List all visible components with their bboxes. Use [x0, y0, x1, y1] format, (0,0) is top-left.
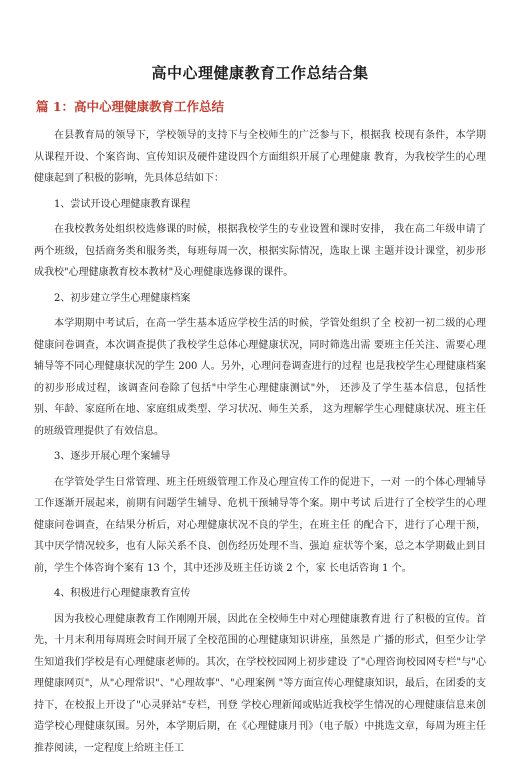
subsection-heading-2: 2、初步建立学生心理健康档案: [34, 288, 486, 310]
subsection-heading-4: 4、积极进行心理健康教育宣传: [34, 583, 486, 605]
document-title: 高中心理健康教育工作总结合集: [34, 62, 486, 83]
subsection-body-2: 本学期期中考试后，在高一学生基本适应学校生活的时候，学管处组织了全 校初一初二级的心理健康问卷调查，本次调查提供了我校学生总体心理健康状况，同时筛选出需 要班主任关注、需要心理辅导等不同心理健康状况的学生 200 人。另外，心理问卷调查进行的过程 也是我校学生心理健康档案的初步形成过程，该调查问卷除了包括"中学生心理健康测试"外， 还涉及了学生基本信息，包括性别、年龄、家庭所在地、家庭组成类型、学习状况、师生关系， 这为理解学生心理健康状况、班主任的班级管理提供了有效信息。: [34, 313, 486, 442]
subsection-heading-1: 1、尝试开设心理健康教育课程: [34, 194, 486, 216]
subsection-body-1: 在我校教务处组织校选修课的时候，根据我校学生的专业设置和课时安排， 我在高二年级申请了两个班级，包括商务类和服务类，每班每周一次，根据实际情况，选取上课 主题并设计课堂，初步形成我校"心理健康教育校本教材"及心理健康选修课的课件。: [34, 219, 486, 284]
section-heading: 篇 1：高中心理健康教育工作总结: [36, 97, 486, 115]
subsection-body-4: 因为我校心理健康教育工作刚刚开展，因此在全校师生中对心理健康教育进 行了积极的宣传。首先，十月末利用每周班会时间开展了全校范围的心理健康知识讲座，虽然是 广播的形式，但至少让学生知道我们学校是有心理健康老师的。其次，在学校校园网上初步建设 了"心理咨询校园网专栏"与"心理健康网页"，从"心理常识"、"心理故事"、"心理案例 "等方面宣传心理健康知识，最后，在团委的支持下，在校报上开设了"心灵驿站"专栏，刊登 学校心理新闻或贴近我校学生情况的心理健康信息来创造学校心理健康氛围。另外，本学期后期，在《心理健康月刊》（电子版）中挑选文章，每周为班主任推荐阅读，一定程度上给班主任工: [34, 609, 486, 759]
intro-paragraph: 在县教育局的领导下，学校领导的支持下与全校师生的广泛参与下，根据我 校现有条件，本学期从课程开设、个案咨询、宣传知识及硬件建设四个方面组织开展了心理健康 教育，为我校学生的心理健康起到了积极的影响，先具体总结如下：: [34, 125, 486, 190]
subsection-body-3: 在学管处学生日常管理、班主任班级管理工作及心理宣传工作的促进下，一对 一的个体心理辅导工作逐渐开展起来，前期有问题学生辅导、危机干预辅导等个案。期中考试 后进行了全校学生的心理健康问卷调查，在结果分析后，对心理健康状况不良的学生，在班主任 的配合下，进行了心理干预，其中厌学情况较多，也有人际关系不良、创伤经历处理不当、强迫 症状等个案，总之本学期截止到目前，学生个体咨询个案有 13 个，其中还涉及班主任访谈 2 个，家 长电话咨询 1 个。: [34, 472, 486, 580]
subsection-heading-3: 3、逐步开展心理个案辅导: [34, 446, 486, 468]
